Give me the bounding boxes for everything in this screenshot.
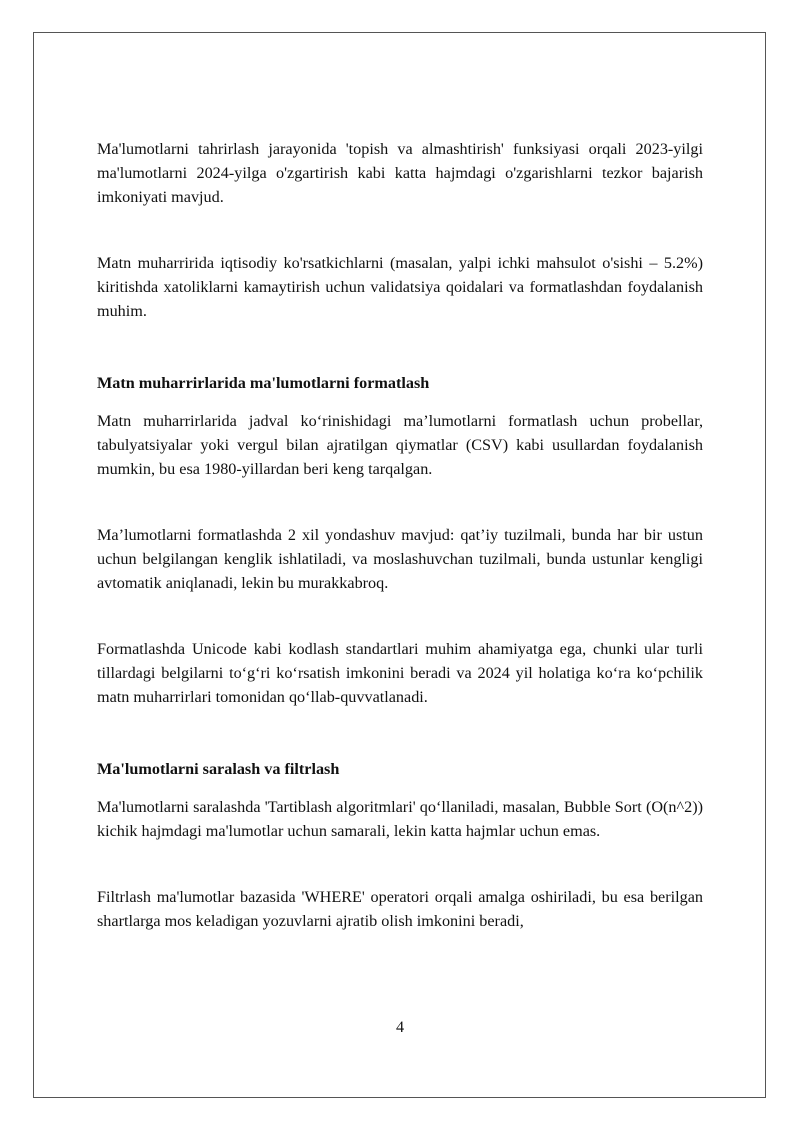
paragraph-unicode: Formatlashda Unicode kabi kodlash standartlari muhim ahamiyatga ega, chunki ular turli tillardagi belgilarni toʻgʻri koʻrsatish imkonini beradi va 2024 yil holatiga koʻra koʻpchilik matn muharrirlari tomonidan qoʻllab-quvvatlanadi. bbox=[97, 640, 703, 706]
paragraph-sorting: Ma'lumotlarni saralashda 'Tartiblash algoritmlari' qoʻllaniladi, masalan, Bubble Sort (O(n^2)) kichik hajmdagi ma'lumotlar uchun samarali, lekin katta hajmlar uchun emas. bbox=[97, 798, 703, 840]
paragraph-filtering: Filtrlash ma'lumotlar bazasida 'WHERE' operatori orqali amalga oshiriladi, bu esa berilgan shartlarga mos keladigan yozuvlarni ajratib olish imkonini beradi, bbox=[97, 888, 703, 930]
heading-formatting: Matn muharrirlarida ma'lumotlarni formatlash bbox=[97, 374, 430, 392]
document-body bbox=[97, 137, 703, 933]
heading-sorting: Ma'lumotlarni saralash va filtrlash bbox=[97, 760, 340, 778]
paragraph-approaches: Maʼlumotlarni formatlashda 2 xil yondashuv mavjud: qatʼiy tuzilmali, bunda har bir ustun uchun belgilangan kenglik ishlatiladi, va moslashuvchan tuzilmali, bunda ustunlar kengligi avtomatik aniqlanadi, lekin bu murakkabroq. bbox=[97, 526, 703, 592]
page-number: 4 bbox=[395, 1018, 405, 1036]
paragraph-validation: Matn muharririda iqtisodiy ko'rsatkichlarni (masalan, yalpi ichki mahsulot o'sishi – 5.2%) kiritishda xatoliklarni kamaytirish uchun validatsiya qoidalari va formatlashdan foydalanish muhim. bbox=[97, 254, 703, 320]
paragraph-csv: Matn muharrirlarida jadval koʻrinishidagi maʼlumotlarni formatlash uchun probellar, tabulyatsiyalar yoki vergul bilan ajratilgan qiymatlar (CSV) kabi usullardan foydalanish mumkin, bu esa 1980-yillardan beri keng tarqalgan. bbox=[97, 412, 703, 478]
paragraph-find-replace: Ma'lumotlarni tahrirlash jarayonida 'topish va almashtirish' funksiyasi orqali 2023-yilgi ma'lumotlarni 2024-yilga o'zgartirish kabi katta hajmdagi o'zgarishlarni tezkor bajarish imkoniyati mavjud. bbox=[97, 140, 703, 206]
